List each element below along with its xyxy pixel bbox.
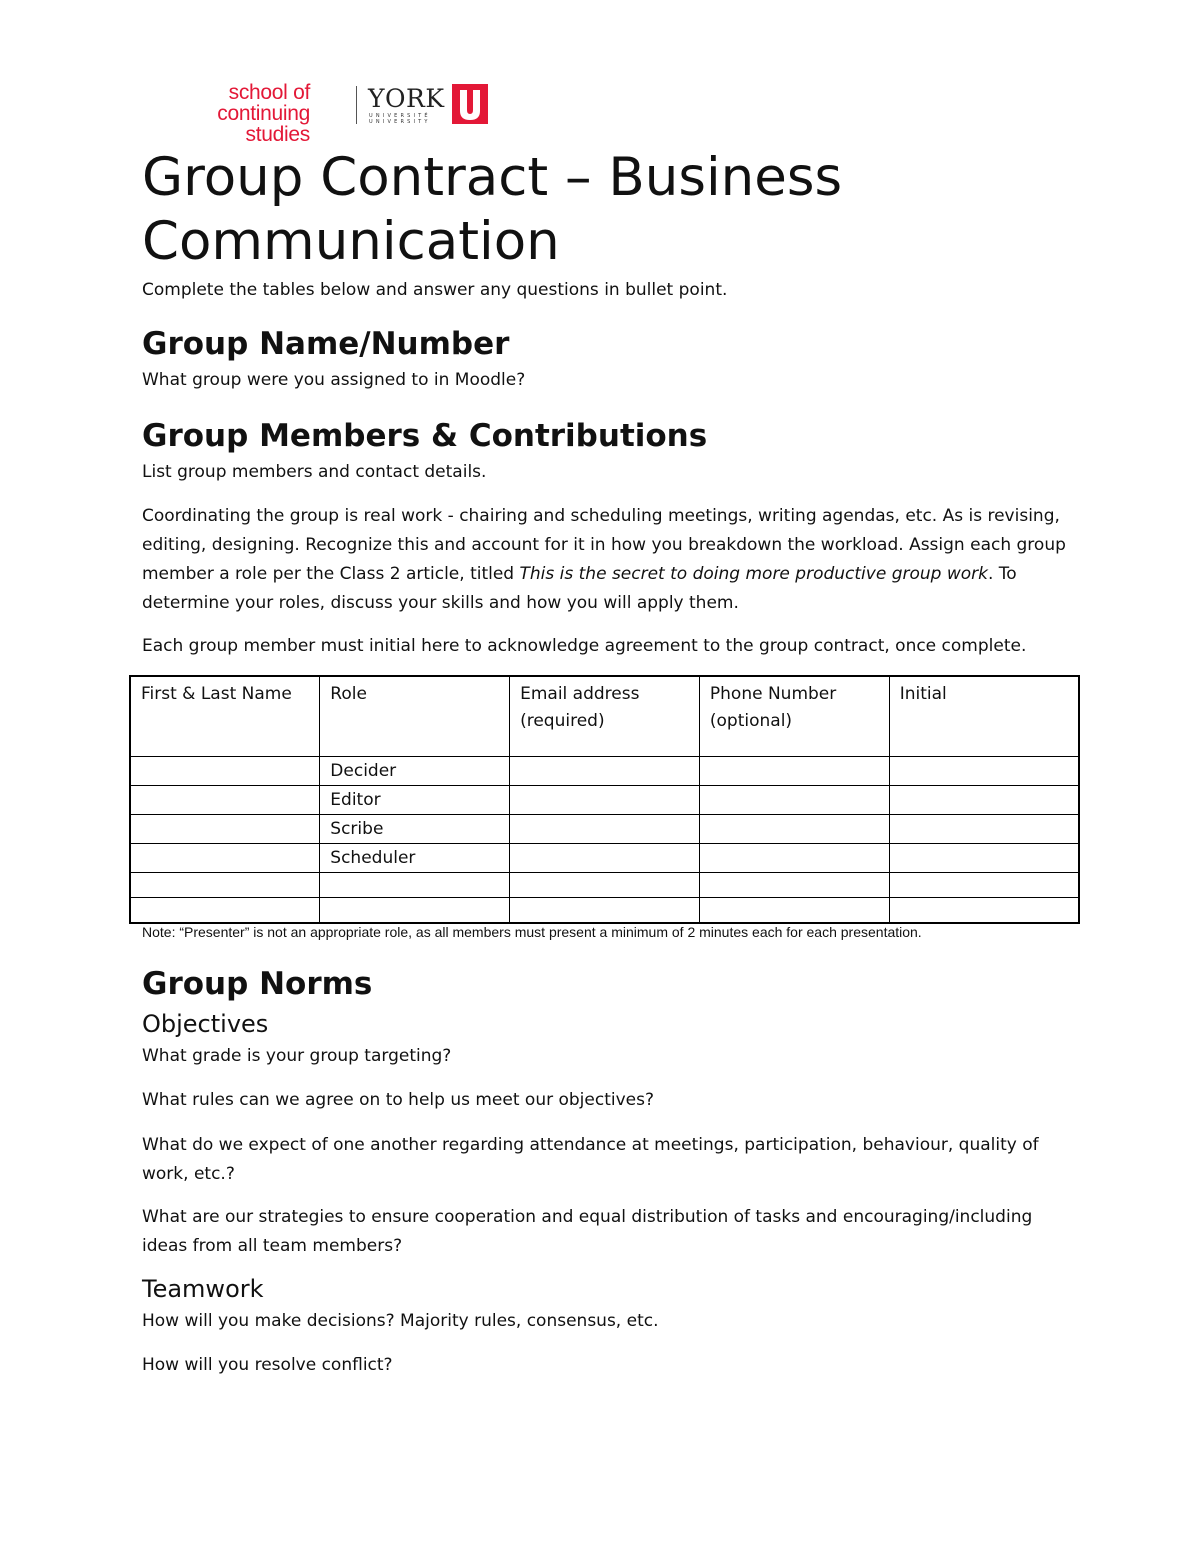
name-cell[interactable] bbox=[130, 873, 320, 898]
objectives-question-expectations: What do we expect of one another regarding attendance at meetings, participation, behaviour, quality of work, etc.? bbox=[142, 1135, 1039, 1184]
header-name: First & Last Name bbox=[130, 676, 320, 757]
objectives-heading: Objectives bbox=[142, 1010, 269, 1038]
name-cell[interactable] bbox=[130, 815, 320, 844]
table-row bbox=[130, 873, 1079, 898]
roles-paragraph-end: . To determine your roles, discuss your skills and how you will apply them. bbox=[142, 564, 1017, 613]
roles-paragraph bbox=[142, 502, 1072, 618]
phone-cell[interactable] bbox=[699, 898, 889, 924]
name-cell[interactable] bbox=[130, 757, 320, 786]
table-row bbox=[130, 786, 1079, 815]
logo-univ-en: UNIVERSITY bbox=[369, 119, 431, 125]
table-row bbox=[130, 844, 1079, 873]
role-cell[interactable] bbox=[320, 898, 510, 924]
phone-cell[interactable] bbox=[699, 757, 889, 786]
phone-cell[interactable] bbox=[699, 815, 889, 844]
initial-cell[interactable] bbox=[889, 898, 1079, 924]
york-u-icon bbox=[452, 84, 488, 124]
phone-cell[interactable] bbox=[699, 873, 889, 898]
logo-york: YORK bbox=[368, 84, 445, 113]
school-logo bbox=[160, 81, 500, 146]
header-phone: Phone Number (optional) bbox=[699, 676, 889, 757]
role-cell: Editor bbox=[320, 786, 510, 815]
logo-line2: continuing studies bbox=[217, 102, 310, 146]
table-row bbox=[130, 898, 1079, 924]
presenter-note: Note: “Presenter” is not an appropriate role, as all members must present a minimum of 2 minutes each for each presentation. bbox=[142, 924, 922, 940]
role-cell[interactable] bbox=[320, 873, 510, 898]
email-cell[interactable] bbox=[510, 844, 700, 873]
group-name-question: What group were you assigned to in Moodle? bbox=[142, 370, 526, 390]
header-role: Role bbox=[320, 676, 510, 757]
members-heading: Group Members & Contributions bbox=[142, 418, 708, 454]
roles-paragraph-text: Coordinating the group is real work - chairing and scheduling meetings, writing agendas, etc. As is revising, editing, designing. Recognize this and account for it in how you breakdown the workload. Assign each group member a role per the Class 2 article, titled bbox=[142, 506, 1066, 584]
email-cell[interactable] bbox=[510, 898, 700, 924]
group-name-heading: Group Name/Number bbox=[142, 326, 510, 362]
table-row bbox=[130, 815, 1079, 844]
email-cell[interactable] bbox=[510, 757, 700, 786]
objectives-question-strategies: What are our strategies to ensure cooperation and equal distribution of tasks and encouraging/including ideas from all team members? bbox=[142, 1207, 1033, 1256]
name-cell[interactable] bbox=[130, 898, 320, 924]
intro-text: Complete the tables below and answer any questions in bullet point. bbox=[142, 280, 728, 300]
teamwork-question-conflict: How will you resolve conflict? bbox=[142, 1355, 393, 1375]
logo-school-text bbox=[160, 82, 310, 145]
norms-heading: Group Norms bbox=[142, 966, 373, 1002]
email-cell[interactable] bbox=[510, 786, 700, 815]
logo-univ-fr: UNIVERSITÉ bbox=[369, 113, 431, 119]
header-initial: Initial bbox=[889, 676, 1079, 757]
teamwork-question-decisions: How will you make decisions? Majority rules, consensus, etc. bbox=[142, 1311, 659, 1331]
objectives-question-rules: What rules can we agree on to help us meet our objectives? bbox=[142, 1090, 654, 1110]
email-cell[interactable] bbox=[510, 815, 700, 844]
initial-cell[interactable] bbox=[889, 873, 1079, 898]
members-subtitle: List group members and contact details. bbox=[142, 462, 487, 482]
role-cell: Decider bbox=[320, 757, 510, 786]
name-cell[interactable] bbox=[130, 786, 320, 815]
table-header-row bbox=[130, 676, 1079, 757]
table-row bbox=[130, 757, 1079, 786]
phone-cell[interactable] bbox=[699, 786, 889, 815]
article-title: This is the secret to doing more productive group work bbox=[519, 564, 988, 584]
role-cell: Scribe bbox=[320, 815, 510, 844]
email-cell[interactable] bbox=[510, 873, 700, 898]
initial-cell[interactable] bbox=[889, 757, 1079, 786]
header-email: Email address (required) bbox=[510, 676, 700, 757]
initial-cell[interactable] bbox=[889, 844, 1079, 873]
initial-cell[interactable] bbox=[889, 815, 1079, 844]
logo-divider bbox=[356, 86, 357, 124]
objectives-question-grade: What grade is your group targeting? bbox=[142, 1046, 452, 1066]
logo-line1: school of bbox=[228, 81, 310, 104]
teamwork-heading: Teamwork bbox=[142, 1275, 264, 1303]
phone-cell[interactable] bbox=[699, 844, 889, 873]
role-cell: Scheduler bbox=[320, 844, 510, 873]
initial-instruction: Each group member must initial here to acknowledge agreement to the group contract, once complete. bbox=[142, 636, 1027, 656]
members-table bbox=[129, 675, 1080, 924]
logo-university bbox=[369, 113, 431, 125]
page-title: Group Contract – Business Communication bbox=[142, 147, 843, 272]
name-cell[interactable] bbox=[130, 844, 320, 873]
initial-cell[interactable] bbox=[889, 786, 1079, 815]
